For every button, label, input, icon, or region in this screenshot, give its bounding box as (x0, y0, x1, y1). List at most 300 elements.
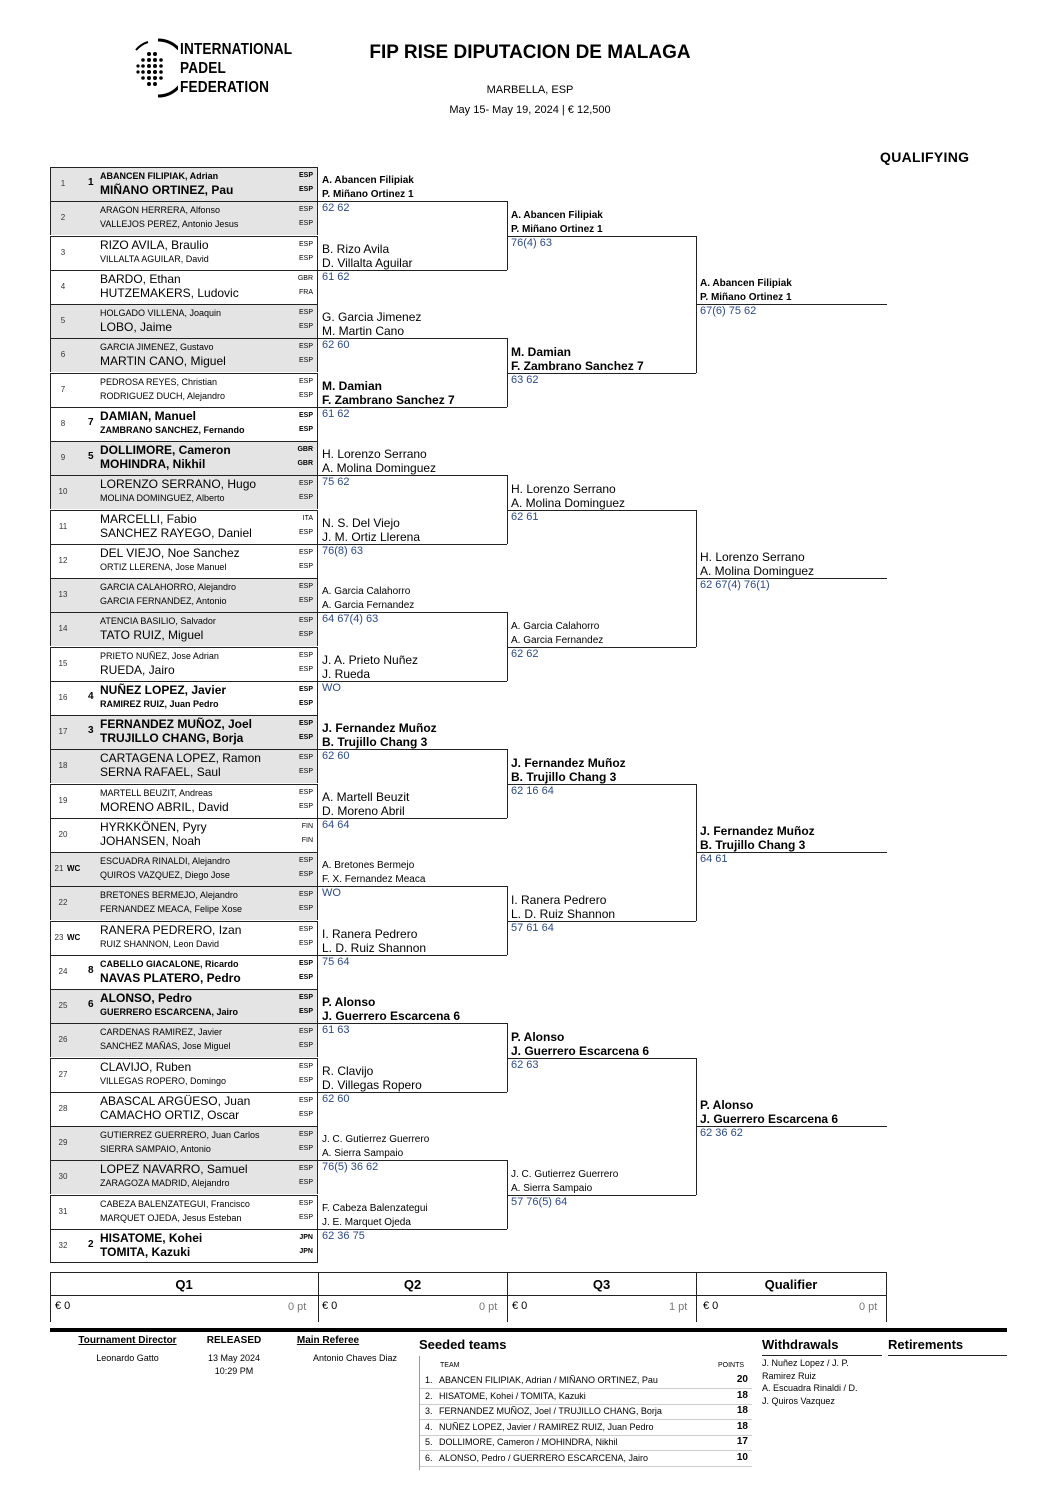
bracket-connector (507, 749, 508, 818)
draw-entry (50, 1126, 318, 1160)
player-country: ESP (298, 583, 313, 590)
match-score: 61 63 (322, 1024, 350, 1037)
logo-line-3: FEDERATION (180, 79, 270, 96)
player-name: PRIETO NUÑEZ, Jose Adrian (100, 650, 219, 661)
entry-number: 10 (58, 487, 68, 497)
player-country: ESP (298, 857, 313, 864)
entry-number: 25 (58, 1001, 68, 1010)
bracket-connector (507, 886, 508, 955)
winner-name: A. Sierra Sampaio (511, 1182, 593, 1194)
player-country: ESP (298, 665, 313, 673)
entry-number: 6 (60, 350, 66, 360)
winner-name: D. Villalta Aguilar (322, 255, 413, 270)
bracket-line (318, 407, 507, 408)
bracket-line (318, 955, 507, 956)
match-score: 62 16 64 (511, 784, 554, 797)
player-country: ESP (298, 1145, 313, 1152)
draw-entry (50, 612, 318, 646)
player-name: MOHINDRA, Nikhil (100, 457, 206, 471)
player-country: FRA (299, 288, 313, 296)
match-score: 75 62 (322, 476, 350, 489)
player-name: NAVAS PLATERO, Pedro (100, 970, 241, 985)
player-name: CARTAGENA LOPEZ, Ramon (100, 751, 261, 766)
match-score: 76(8) 63 (322, 544, 363, 557)
seed-team: ALONSO, Pedro / GUERRERO ESCARCENA, Jairo (439, 1452, 649, 1463)
round-points-q3: 1 pt (669, 1301, 688, 1313)
winner-name: G. Garcia Jimenez (322, 310, 422, 325)
draw-entry (50, 236, 318, 270)
player-country: ITA (302, 514, 313, 522)
winner-name: J. M. Ortiz Llerena (322, 529, 421, 544)
player-country: ESP (298, 1008, 313, 1015)
entry-number: 3 (60, 247, 66, 257)
withdrawal-line: J. Quiros Vazquez (762, 1395, 835, 1406)
match-score: 76(4) 63 (511, 236, 552, 249)
seeded-team-row (420, 1435, 752, 1451)
player-name: SIERRA SAMPAIO, Antonio (100, 1144, 211, 1154)
entry-number: 16 (58, 692, 68, 702)
match-score: 62 60 (322, 339, 350, 352)
player-country: ESP (298, 1096, 313, 1104)
player-country: ESP (298, 391, 313, 399)
draw-entry (50, 475, 318, 509)
referee-name: Antonio Chaves Diaz (312, 1353, 398, 1363)
winner-name: P. Alonso (322, 995, 376, 1010)
seed-points: 18 (736, 1405, 748, 1416)
entry-number: 32 (58, 1240, 68, 1250)
section-title: QUALIFYING (880, 149, 970, 165)
player-country: ESP (298, 1165, 313, 1173)
match-score: 76(5) 36 62 (322, 1161, 379, 1174)
draw-entry (50, 544, 318, 578)
player-country: ESP (298, 377, 313, 385)
director-label: Tournament Director (78, 1335, 177, 1346)
bracket-line (318, 818, 507, 819)
player-name: ARAGON HERRERA, Alfonso (100, 205, 221, 216)
player-country: ESP (298, 720, 313, 727)
seeded-team-col: TEAM (440, 1362, 460, 1369)
match-score: 63 62 (511, 373, 539, 386)
seed-number: 6 (88, 999, 94, 1010)
player-name: RUEDA, Jairo (100, 662, 175, 677)
player-name: LOBO, Jaime (100, 320, 173, 334)
player-name: ABANCEN FILIPIAK, Adrian (100, 171, 219, 181)
player-country: ESP (298, 548, 313, 556)
winner-name: F. X. Fernandez Meaca (322, 874, 426, 886)
draw-entry (50, 441, 318, 475)
winner-name: P. Miñano Ortinez 1 (322, 189, 414, 201)
match-score: 67(6) 75 62 (700, 305, 757, 317)
winner-name: B. Rizo Avila (322, 241, 390, 256)
round-money-qualifier: € 0 (703, 1300, 719, 1312)
winner-name: B. Trujillo Chang 3 (322, 735, 428, 750)
draw-entry (50, 784, 318, 818)
winner-name: I. Ranera Pedrero (322, 926, 418, 941)
player-name: GARCIA CALAHORRO, Alejandro (100, 582, 237, 592)
match-score: 62 36 62 (700, 1127, 743, 1139)
withdrawal-line: Ramirez Ruiz (762, 1370, 817, 1381)
round-money-q2: € 0 (322, 1300, 338, 1312)
logo-line-1: INTERNATIONAL (180, 41, 293, 58)
draw-entry (50, 270, 318, 304)
winner-name: H. Lorenzo Serrano (511, 481, 616, 496)
entry-number: 5 (60, 316, 66, 325)
seed-number: 2 (88, 1238, 94, 1250)
player-name: ZARAGOZA MADRID, Alejandro (100, 1178, 230, 1189)
entry-number: 21 (54, 864, 64, 873)
wildcard-badge: WC (67, 864, 81, 873)
player-name: PEDROSA REYES, Christian (100, 376, 218, 387)
bracket-connector (507, 1023, 508, 1092)
match-score: 61 62 (322, 407, 350, 420)
player-name: LORENZO SERRANO, Hugo (100, 477, 257, 492)
match-score: 61 62 (322, 270, 350, 283)
winner-name: M. Damian (322, 378, 383, 393)
player-country: FIN (301, 822, 313, 830)
player-name: DEL VIEJO, Noe Sanchez (100, 545, 240, 560)
winner-name: L. D. Ruiz Shannon (511, 906, 616, 921)
player-country: ESP (298, 240, 313, 248)
winner-name: J. Guerrero Escarcena 6 (700, 1112, 839, 1126)
seed-points: 18 (736, 1420, 748, 1432)
winner-name: R. Clavijo (322, 1063, 374, 1078)
entry-number: 27 (58, 1069, 68, 1079)
draw-entry (50, 304, 318, 338)
player-country: ESP (298, 1062, 313, 1070)
bracket-line (318, 681, 507, 682)
winner-name: F. Zambrano Sanchez 7 (322, 392, 455, 407)
player-country: ESP (298, 254, 313, 262)
draw-entry (50, 715, 318, 749)
bracket-line (696, 304, 887, 305)
player-name: GUTIERREZ GUERRERO, Juan Carlos (100, 1130, 260, 1140)
bracket-line (318, 475, 507, 476)
player-country: ESP (298, 343, 313, 351)
seeded-team-row (420, 1404, 752, 1420)
match-score: WO (322, 887, 341, 900)
winner-name: A. Garcia Calahorro (322, 586, 411, 598)
entry-number: 4 (60, 281, 66, 291)
player-country: ESP (298, 220, 313, 228)
seed-number: 4 (88, 690, 94, 702)
player-name: RUIZ SHANNON, Leon David (100, 938, 220, 949)
player-country: ESP (298, 871, 313, 878)
player-name: ABASCAL ARGÜESO, Juan (100, 1093, 251, 1108)
entry-number: 9 (60, 453, 66, 462)
player-name: HOLGADO VILLENA, Joaquin (100, 308, 222, 318)
draw-entry (50, 1229, 318, 1263)
withdrawals-rule (762, 1355, 882, 1356)
player-country: ESP (298, 1199, 313, 1207)
player-name: LOPEZ NAVARRO, Samuel (100, 1162, 248, 1177)
bracket-connector (507, 612, 508, 681)
player-name: DAMIAN, Manuel (100, 408, 196, 423)
bracket-line (318, 338, 507, 339)
bracket-connector (507, 338, 508, 407)
player-country: ESP (298, 768, 313, 776)
player-name: HUTZEMAKERS, Ludovic (100, 285, 239, 300)
entry-number: 22 (58, 898, 68, 908)
seeded-team-row (420, 1389, 752, 1405)
seed-number: 8 (88, 964, 94, 976)
player-name: ALONSO, Pedro (100, 991, 193, 1005)
draw-entry (50, 1195, 318, 1229)
winner-name: A. Garcia Fernandez (322, 600, 415, 612)
player-country: ESP (298, 651, 313, 659)
winner-name: H. Lorenzo Serrano (322, 447, 427, 462)
entry-number: 23 (54, 932, 64, 942)
bracket-line (318, 1023, 507, 1024)
seed-team: HISATOME, Kohei / TOMITA, Kazuki (439, 1390, 586, 1401)
player-country: ESP (298, 480, 313, 488)
player-country: JPN (299, 1233, 313, 1241)
player-name: ESCUADRA RINALDI, Alejandro (100, 856, 231, 866)
player-country: ESP (298, 631, 313, 639)
bracket-line (318, 886, 507, 887)
seed-rank: 3. (425, 1406, 433, 1416)
entry-number: 19 (58, 795, 68, 805)
entry-number: 26 (58, 1035, 68, 1045)
winner-name: A. Abancen Filipiak (700, 278, 792, 289)
player-name: GARCIA FERNANDEZ, Antonio (100, 596, 227, 606)
entry-number: 28 (58, 1103, 68, 1113)
winner-name: J. C. Gutierrez Guerrero (322, 1134, 430, 1146)
player-country: ESP (298, 891, 313, 899)
entry-number: 12 (58, 555, 68, 565)
bracket-line (318, 612, 507, 613)
winner-name: A. Molina Dominguez (700, 564, 815, 578)
winner-name: B. Trujillo Chang 3 (700, 838, 806, 852)
player-name: CLAVIJO, Ruben (100, 1059, 192, 1074)
player-country: ESP (298, 1213, 313, 1221)
director-name: Leonardo Gatto (96, 1353, 159, 1363)
match-score: WO (322, 681, 341, 694)
winner-name: A. Martell Beuzit (322, 789, 410, 804)
bracket-connector (696, 784, 697, 921)
seed-number: 7 (88, 416, 94, 428)
winner-name: F. Zambrano Sanchez 7 (511, 358, 644, 373)
seeded-team-row (420, 1373, 752, 1389)
entry-number: 29 (58, 1138, 68, 1147)
draw-entry (50, 681, 318, 715)
seed-rank: 6. (425, 1452, 433, 1463)
winner-name: J. Rueda (322, 666, 371, 681)
fip-logo (128, 36, 298, 100)
bracket-line (696, 1126, 887, 1127)
winner-name: A. Sierra Sampaio (322, 1148, 404, 1160)
player-name: SANCHEZ RAYEGO, Daniel (100, 525, 252, 540)
entry-number: 2 (60, 213, 66, 223)
winner-name: A. Garcia Calahorro (511, 620, 600, 632)
winner-name: A. Abancen Filipiak (511, 209, 603, 221)
player-country: ESP (298, 494, 313, 502)
released-time: 10:29 PM (214, 1366, 254, 1376)
seed-points: 10 (736, 1451, 748, 1463)
player-name: RODRIGUEZ DUCH, Alejandro (100, 390, 226, 401)
winner-name: P. Miñano Ortinez 1 (511, 223, 603, 235)
seed-rank: 1. (425, 1375, 433, 1385)
draw-entry (50, 1160, 318, 1194)
winner-name: J. Guerrero Escarcena 6 (511, 1043, 650, 1058)
wildcard-badge: WC (67, 932, 81, 942)
match-score: 57 76(5) 64 (511, 1195, 568, 1208)
draw-entry (50, 886, 318, 920)
player-name: TATO RUIZ, Miguel (100, 628, 204, 643)
player-country: JPN (299, 1247, 313, 1255)
winner-name: J. Fernandez Muñoz (700, 824, 815, 838)
draw-entry (50, 373, 318, 407)
winner-name: M. Damian (511, 344, 572, 359)
winner-name: J. C. Gutierrez Guerrero (511, 1168, 619, 1180)
entry-number: 17 (58, 727, 68, 736)
player-name: GUERRERO ESCARCENA, Jairo (100, 1007, 239, 1017)
player-country: ESP (298, 172, 313, 179)
player-country: ESP (298, 617, 313, 625)
player-country: ESP (298, 699, 313, 707)
player-country: ESP (298, 206, 313, 214)
entry-number: 11 (58, 521, 68, 531)
player-name: NUÑEZ LOPEZ, Javier (100, 682, 227, 697)
match-score: 64 64 (322, 818, 350, 831)
bracket-line (318, 544, 507, 545)
draw-entry (50, 510, 318, 544)
seed-rank: 5. (425, 1437, 433, 1447)
draw-entries (50, 167, 318, 1263)
draw-entry (50, 1058, 318, 1092)
match-score: 62 60 (322, 750, 350, 763)
player-name: MARCELLI, Fabio (100, 511, 197, 526)
bracket-line (318, 1092, 507, 1093)
winner-name: J. Fernandez Muñoz (322, 721, 437, 736)
winner-name: P. Miñano Ortinez 1 (700, 292, 792, 303)
bracket-line (318, 749, 507, 750)
winner-name: A. Molina Dominguez (322, 461, 437, 476)
retirements-title: Retirements (888, 1337, 964, 1352)
winner-name: J. Guerrero Escarcena 6 (322, 1009, 461, 1024)
player-country: ESP (298, 357, 313, 365)
winner-name: J. Fernandez Muñoz (511, 755, 626, 770)
withdrawals-list (762, 1357, 858, 1407)
match-score: 57 61 64 (511, 921, 554, 934)
seed-number: 3 (88, 725, 94, 736)
retirements-rule (888, 1355, 1007, 1356)
match-score: 62 61 (511, 510, 539, 523)
player-name: TOMITA, Kazuki (100, 1244, 191, 1259)
player-country: ESP (298, 562, 313, 570)
round-label-q3: Q3 (592, 1277, 611, 1292)
seed-team: NUÑEZ LOPEZ, Javier / RAMIREZ RUIZ, Juan Pedro (439, 1421, 654, 1432)
winner-name: D. Villegas Ropero (322, 1077, 422, 1092)
player-country: ESP (298, 597, 313, 604)
player-country: ESP (298, 734, 313, 741)
round-label-q1: Q1 (175, 1277, 193, 1292)
player-country: ESP (298, 1179, 313, 1187)
bracket-line (507, 373, 696, 374)
player-country: GBR (297, 446, 313, 453)
withdrawal-line: J. Nuñez Lopez / J. P. (762, 1358, 849, 1368)
entry-number: 30 (58, 1172, 68, 1182)
player-country: ESP (298, 1042, 313, 1050)
round-money-q1: € 0 (55, 1300, 71, 1312)
player-country: ESP (298, 425, 313, 433)
match-score: 64 67(4) 63 (322, 613, 379, 626)
player-name: RAMIREZ RUIZ, Juan Pedro (100, 698, 219, 709)
player-name: CABEZA BALENZATEGUI, Francisco (100, 1198, 250, 1209)
player-name: ORTIZ LLERENA, Jose Manuel (100, 561, 227, 572)
winner-name: F. Cabeza Balenzategui (322, 1202, 428, 1214)
player-country: ESP (298, 939, 313, 947)
entry-number: 20 (58, 829, 68, 839)
player-country: ESP (298, 685, 313, 693)
player-country: ESP (298, 528, 313, 536)
seeded-title: Seeded teams (419, 1337, 507, 1352)
player-country: ESP (298, 994, 313, 1001)
withdrawal-line: A. Escuadra Rinaldi / D. (762, 1383, 858, 1393)
match-score: 64 61 (700, 853, 728, 865)
player-name: MARTIN CANO, Miguel (100, 354, 226, 369)
tournament-dates: May 15- May 19, 2024 | € 12,500 (449, 104, 611, 116)
round-label-q2: Q2 (403, 1277, 422, 1292)
entry-number: 7 (60, 384, 66, 394)
player-name: MOLINA DOMINGUEZ, Alberto (100, 493, 225, 504)
bracket-connector (507, 1160, 508, 1229)
draw-entry (50, 955, 318, 989)
player-country: ESP (298, 925, 313, 933)
player-name: MARQUET OJEDA, Jesus Esteban (100, 1212, 242, 1223)
winner-name: J. E. Marquet Ojeda (322, 1216, 411, 1228)
seed-points: 18 (736, 1389, 748, 1401)
seed-points: 17 (736, 1436, 748, 1447)
player-name: FERNANDEZ MUÑOZ, Joel (100, 717, 253, 731)
player-country: ESP (298, 973, 313, 981)
draw-entry (50, 989, 318, 1023)
player-country: ESP (298, 1131, 313, 1138)
winner-name: A. Bretones Bermejo (322, 860, 415, 872)
winner-name: P. Alonso (511, 1029, 565, 1044)
entry-number: 15 (58, 658, 68, 668)
winner-name: A. Garcia Fernandez (511, 634, 604, 646)
seed-number: 5 (88, 451, 94, 462)
round-points-q2: 0 pt (479, 1301, 498, 1313)
bracket-line (507, 921, 696, 922)
winner-name: N. S. Del Viejo (322, 515, 400, 530)
player-name: DOLLIMORE, Cameron (100, 443, 231, 457)
seeded-points-col: POINTS (718, 1362, 745, 1369)
winner-name: M. Martin Cano (322, 324, 405, 339)
player-name: SERNA RAFAEL, Saul (100, 765, 221, 780)
winner-name: B. Trujillo Chang 3 (511, 769, 617, 784)
bracket-line (696, 852, 887, 853)
seed-team: DOLLIMORE, Cameron / MOHINDRA, Nikhil (439, 1437, 618, 1447)
player-country: ESP (298, 788, 313, 796)
draw-entry (50, 407, 318, 441)
entry-number: 8 (60, 418, 66, 428)
draw-entry (50, 338, 318, 372)
round-money-q3: € 0 (512, 1300, 528, 1312)
player-name: VILLALTA AGUILAR, David (100, 253, 209, 264)
seed-rank: 4. (425, 1421, 433, 1432)
round-label-qualifier: Qualifier (764, 1277, 818, 1292)
player-name: GARCIA JIMENEZ, Gustavo (100, 342, 214, 353)
seeded-team-row (420, 1420, 752, 1436)
player-country: GBR (297, 460, 313, 467)
player-name: QUIROS VAZQUEZ, Diego Jose (100, 870, 230, 880)
player-country: ESP (298, 309, 313, 316)
match-score: 62 63 (511, 1058, 539, 1071)
fip-logo-icon (128, 36, 178, 100)
draw-entry (50, 921, 318, 955)
bracket-connector (507, 201, 508, 270)
